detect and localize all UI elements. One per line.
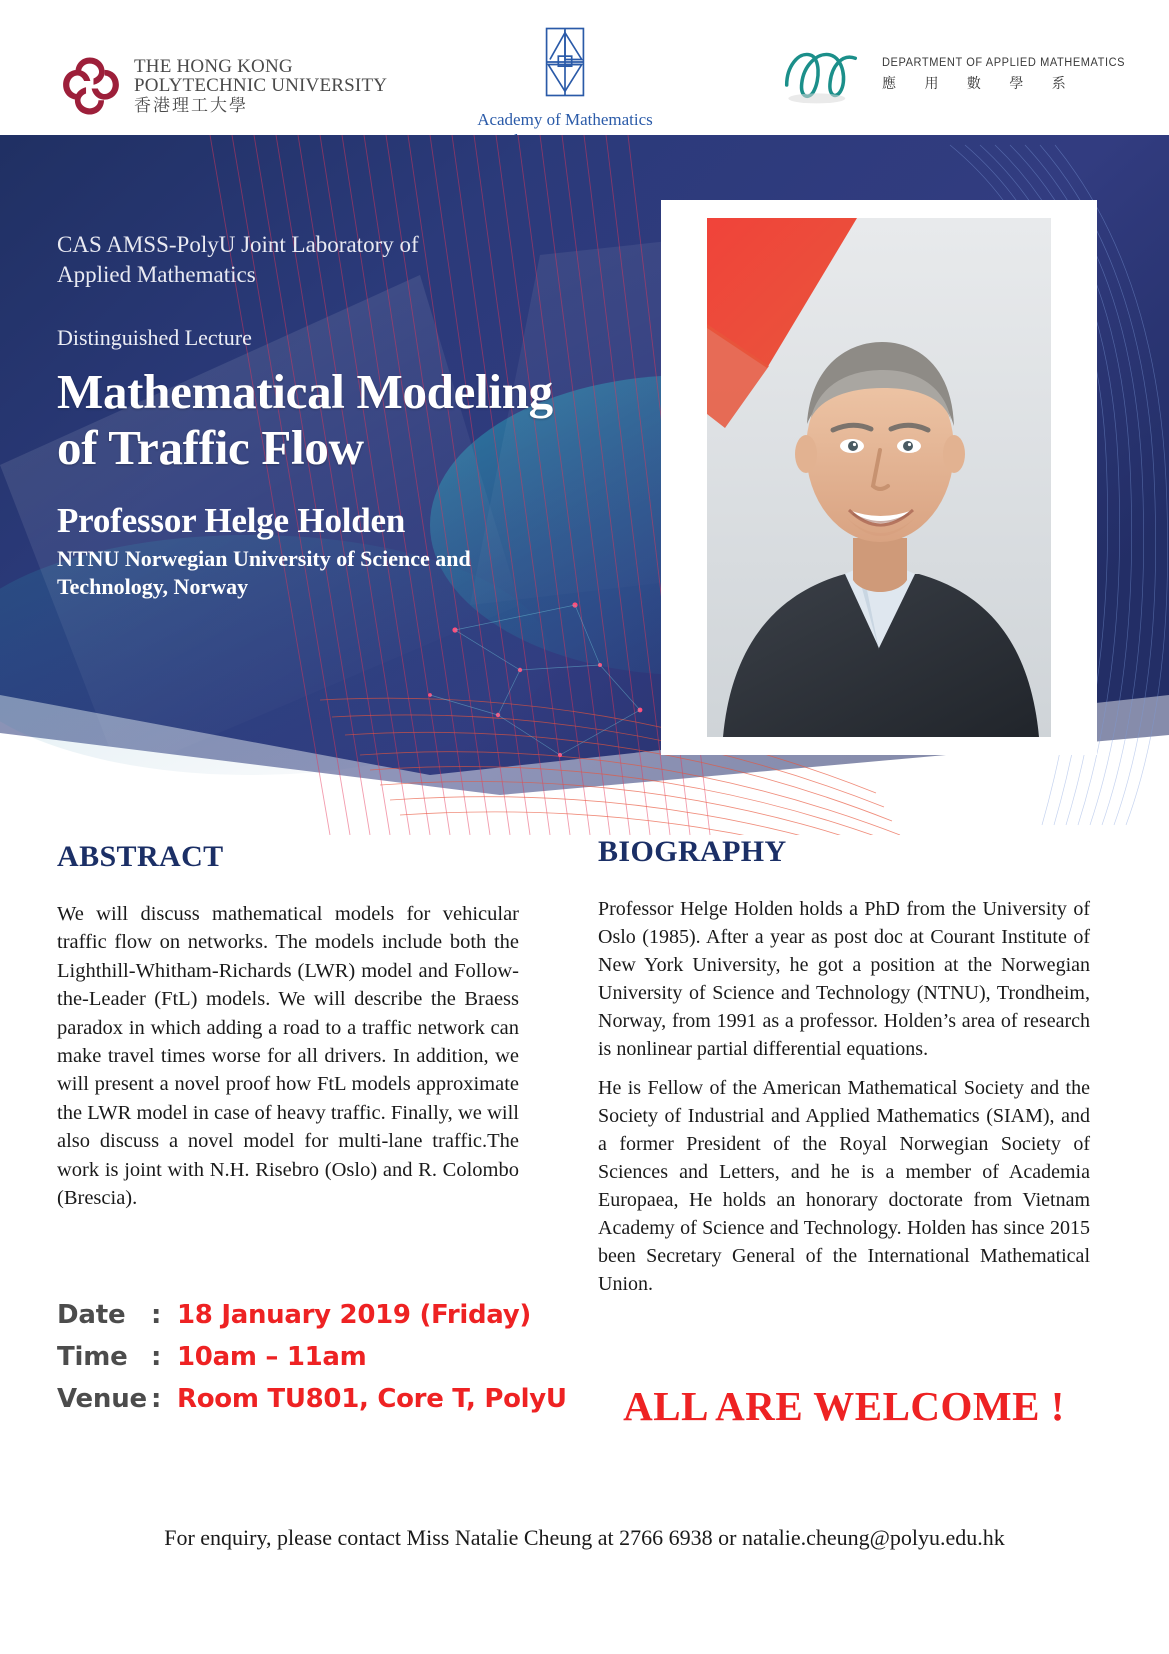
amss-line1: Academy of Mathematics (477, 110, 653, 129)
speaker-name: Professor Helge Holden (57, 501, 406, 541)
hero-banner (0, 135, 1169, 835)
biography-paragraph-1: Professor Helge Holden holds a PhD from the University of Oslo (1985). After a year as post doc at Courant Institute of New York University, he got a position at the Norwegian University of Science and Technology (NTNU), Trondheim, Norway, from 1991 as a professor. Holden’s area of research is nonlinear partial differential equations. (598, 898, 1090, 1060)
logo-polyu (60, 55, 387, 117)
speaker-portrait (707, 218, 1051, 737)
venue-colon: : (151, 1384, 162, 1414)
applied-math-wave-logo-icon (780, 44, 872, 106)
affiliation-line-1: NTNU Norwegian University of Science and (57, 546, 471, 572)
lab-line-2: Applied Mathematics (57, 262, 256, 288)
polyu-chinese: 香港理工大學 (134, 95, 248, 116)
time-colon: : (151, 1342, 162, 1372)
venue-value: Room TU801, Core T, PolyU (177, 1384, 567, 1414)
hero-text-block (57, 230, 657, 600)
dept-english: DEPARTMENT OF APPLIED MATHEMATICS (882, 57, 1126, 70)
speaker-affiliation (57, 545, 657, 600)
amss-geometric-logo-icon (539, 85, 591, 102)
logo-department (780, 44, 1135, 106)
polyu-wordmark (134, 57, 387, 115)
venue-label: Venue (57, 1384, 147, 1414)
lecture-series-label: Distinguished Lecture (57, 324, 252, 350)
title-line-2: of Traffic Flow (57, 419, 364, 475)
abstract-heading: ABSTRACT (57, 840, 224, 873)
speaker-photo-frame (661, 200, 1097, 755)
detail-row-date (57, 1300, 577, 1330)
biography-heading: BIOGRAPHY (598, 835, 787, 868)
enquiry-footer: For enquiry, please contact Miss Natalie Cheung at 2766 6938 or natalie.cheung@polyu.edu.hk (164, 1525, 1005, 1550)
polyu-line2: POLYTECHNIC UNIVERSITY (134, 75, 388, 97)
abstract-paragraph: We will discuss mathematical models for vehicular traffic flow on networks. The models include both the Lighthill-Whitham-Richards (LWR) model and Follow-the-Leader (FtL) models. We will describe the Braess paradox in which adding a road to a traffic network can make travel times worse for all drivers. In addition, we will present a novel proof how FtL models approximate the LWR model in case of heavy traffic. Finally, we will also discuss a novel model for multi-lane traffic.The work is joint with N.H. Risebro (Oslo) and R. Colombo (Brescia). (57, 903, 519, 1209)
time-value: 10am – 11am (177, 1342, 367, 1372)
date-value: 18 January 2019 (Friday) (177, 1300, 531, 1330)
title-line-1: Mathematical Modeling (57, 363, 553, 419)
event-details (57, 1300, 577, 1426)
header-logos (0, 0, 1169, 140)
polyu-knot-logo-icon (60, 55, 122, 117)
affiliation-line-2: Technology, Norway (57, 573, 249, 599)
detail-row-venue (57, 1384, 577, 1414)
lab-line-1: CAS AMSS-PolyU Joint Laboratory of (57, 232, 419, 257)
biography-section (598, 835, 1090, 1309)
abstract-section (57, 840, 519, 1223)
logo-amss (455, 26, 675, 152)
date-label: Date (57, 1300, 126, 1330)
detail-row-time (57, 1342, 577, 1372)
polyu-line1: THE HONG KONG (134, 55, 293, 77)
dept-chinese: 應 用 數 學 系 (882, 76, 1078, 93)
page-title (57, 364, 657, 476)
biography-paragraph-2: He is Fellow of the American Mathematical Society and the Society of Industrial and Applied Mathematics (SIAM), and a former President of the Royal Norwegian Society of Sciences and Letters, and he is a member of Academia Europaea, He holds an honorary doctorate from Vietnam Academy of Science and Technology. Holden has since 2015 been Secretary General of the International Mathematical Union. (598, 1077, 1090, 1295)
dept-wordmark (882, 57, 1135, 92)
all-are-welcome-banner: ALL ARE WELCOME ! (623, 1383, 1065, 1429)
time-label: Time (57, 1342, 128, 1372)
date-colon: : (151, 1300, 162, 1330)
